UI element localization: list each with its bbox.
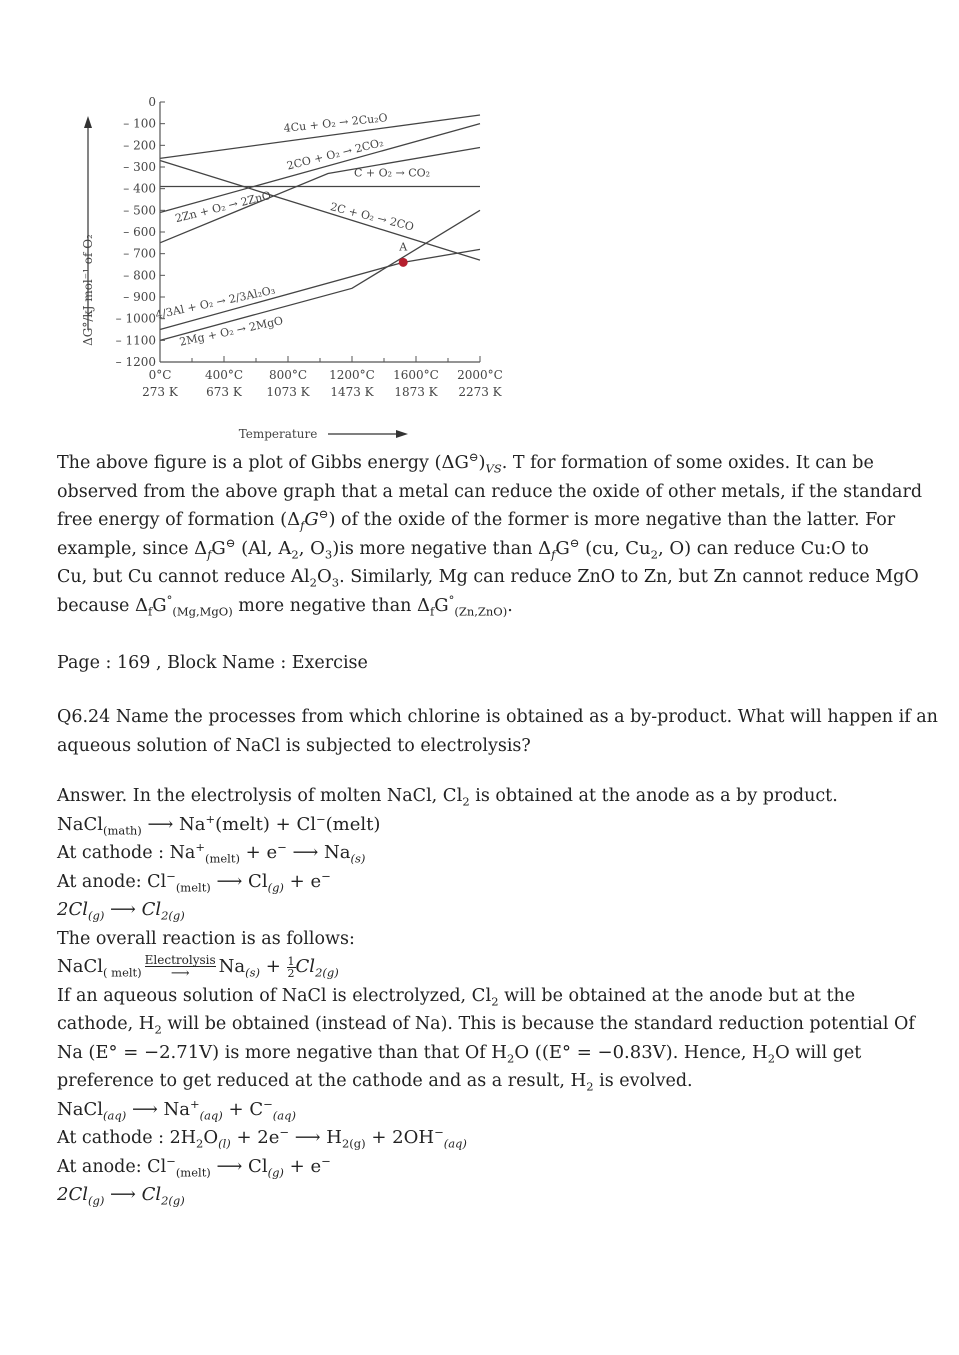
y-tick-label: – 900 (123, 290, 156, 304)
p1-line-2: observed from the above graph that a metal can reduce the oxide of other metals, if the standard (57, 481, 923, 502)
intersection-point-a (399, 258, 408, 267)
p1-line-3: free energy of formation $(\Delta_fG^⊖)$ of the oxide of the former is more negative than the latter. For (57, 507, 896, 533)
electrolysis-arrow: Electrolysis ⟶ (144, 953, 216, 981)
answer-intro: Answer. In the electrolysis of molten NaCl, $Cl_2$ is obtained at the anode as a by product. (57, 785, 838, 809)
y-axis-ticks (116, 95, 165, 369)
y-tick-label: – 1100 (115, 333, 156, 348)
series-line (160, 210, 480, 340)
x-tick-label-kelvin: 1873 K (394, 385, 438, 399)
p1-line-4: example, since $\Delta_fG^⊖$ (Al, $A_2$, $O_3)is$ more negative than $\Delta_fG^⊖$ (cu, $Cu_2$, O) can reduce Cu:O to (57, 535, 869, 562)
p2-line-1: If an aqueous solution of NaCl is electrolyzed, $Cl_2$ will be obtained at the anode but at the (57, 984, 856, 1009)
equation-5: NaCl$_{( melt)}$ Electrolysis ⟶ $Na_{(s)}$ + $\frac{1}{2}$ $Cl_{2(g)}$ (57, 953, 339, 981)
x-tick-label-celsius: 1600°C (393, 368, 439, 382)
x-tick-label-kelvin: 1473 K (330, 385, 374, 399)
y-tick-label: – 600 (123, 225, 156, 239)
y-tick-label: – 400 (123, 181, 156, 196)
equation-6: NaCl$_{(aq)}$ ⟶ $Na^+_{(aq)} + C^-_{(aq)}$ (57, 1096, 296, 1123)
x-tick-label-celsius: 1200°C (329, 368, 375, 382)
y-axis-label: ΔG°/kJ mol⁻¹ of O₂ (81, 234, 95, 346)
half-fraction: $\frac{1}{2}$ (287, 954, 295, 980)
page-info: Page : 169 , Block Name : Exercise (57, 653, 368, 673)
equation-1: NaCl$_{(math)}$ ⟶ Na+(melt) + Cl−(melt) (57, 811, 381, 838)
y-tick-label: – 800 (123, 268, 156, 283)
y-tick-label: – 1000 (115, 311, 156, 326)
y-tick-label: – 700 (123, 246, 156, 261)
question-text: Q6.24 Name the processes from which chlorine is obtained as a by-product. What will happen if an aqueous solution of NaCl is subjected to electrolysis? (57, 707, 938, 756)
y-tick-label: – 100 (123, 116, 156, 131)
x-tick-label-celsius: 800°C (268, 368, 308, 382)
x-tick-label-celsius: 400°C (204, 368, 244, 382)
y-tick-label: – 300 (123, 160, 156, 174)
series-label: 2Zn + O₂ → 2ZnO (173, 188, 273, 226)
equation-8: At anode: $Cl^-_{(melt)}$ ⟶ $Cl_{(g)} + e^-$ (57, 1153, 331, 1180)
explanation-paragraph (57, 449, 923, 620)
x-tick-label-kelvin: 273 K (142, 385, 178, 399)
p1-line-5: Cu, but Cu cannot reduce $Al_2O_3$. Similarly, Mg can reduce ZnO to Zn, but Zn cannot reduce MgO (57, 566, 919, 590)
p2-line-4: preference to get reduced at the cathode and as a result, $H_2$ is evolved. (57, 1070, 693, 1094)
x-tick-label-celsius: 0°C (148, 368, 172, 382)
x-axis-label: Temperature (238, 427, 318, 441)
series-line (160, 249, 480, 329)
p2-line-2: cathode, $H_2$ will be obtained (instead of Na). This is because the standard reduction potential Of (57, 1013, 915, 1037)
y-tick-label: – 500 (123, 203, 156, 218)
p1-line-6: because $\Delta_fG^\circ_{(Mg,MgO)}$ more negative than $\Delta_fG^\circ_{(Zn,ZnO)}$. (57, 592, 513, 619)
equation-9: $2Cl_{(g)}$ ⟶ $Cl_{2(g)}$ (57, 1184, 185, 1208)
series-label: 2CO + O₂ → 2CO₂ (285, 135, 385, 173)
x-tick-label-kelvin: 673 K (206, 385, 242, 399)
point-a-label: A (399, 240, 408, 254)
series-labels (154, 111, 430, 349)
equation-2: At cathode : $Na^+_{(melt)} + e^-$ ⟶ $Na_{(s)}$ (57, 840, 366, 866)
x-axis-arrow (328, 430, 408, 438)
answer-block (57, 782, 917, 1210)
y-tick-label: – 200 (123, 138, 156, 153)
series-label: 2C + O₂ → 2CO (328, 200, 416, 234)
p2-line-3: Na (E° = −2.71V) is more negative than that Of $H_2O$ ((E° = −0.83V). Hence, $H_2O$ will get (57, 1041, 862, 1066)
y-tick-label: – 1200 (115, 355, 156, 369)
y-tick-label: 0 (148, 95, 156, 109)
series-label: 4Cu + O₂ → 2Cu₂O (283, 111, 389, 135)
series-label: 4/3Al + O₂ → 2/3Al₂O₃ (154, 283, 277, 322)
x-tick-label-kelvin: 1073 K (266, 385, 310, 399)
equation-3: At anode: $Cl^-_{(melt)}$ ⟶ $Cl_{(g)} + e^-$ (57, 868, 331, 895)
x-tick-label-kelvin: 2273 K (458, 385, 502, 399)
equation-4: $2Cl_{(g)}$ ⟶ $Cl_{2(g)}$ (57, 899, 185, 923)
ellingham-diagram (72, 90, 503, 445)
p1-line-1: The above figure is a plot of Gibbs energy $(\Delta G^⊖)_{VS}$. T for formation of some oxides. It can be (57, 450, 874, 476)
overall-reaction-label: The overall reaction is as follows: (57, 928, 355, 949)
series-label: 2Mg + O₂ → 2MgO (178, 314, 285, 349)
x-tick-label-celsius: 2000°C (457, 368, 503, 382)
series-label: C + O₂ → CO₂ (353, 166, 431, 180)
equation-7: At cathode : $2H_2O_{(l)} + 2e^-$ ⟶ $H_{2(g)} + 2OH^-_{(aq)}$ (57, 1125, 467, 1151)
